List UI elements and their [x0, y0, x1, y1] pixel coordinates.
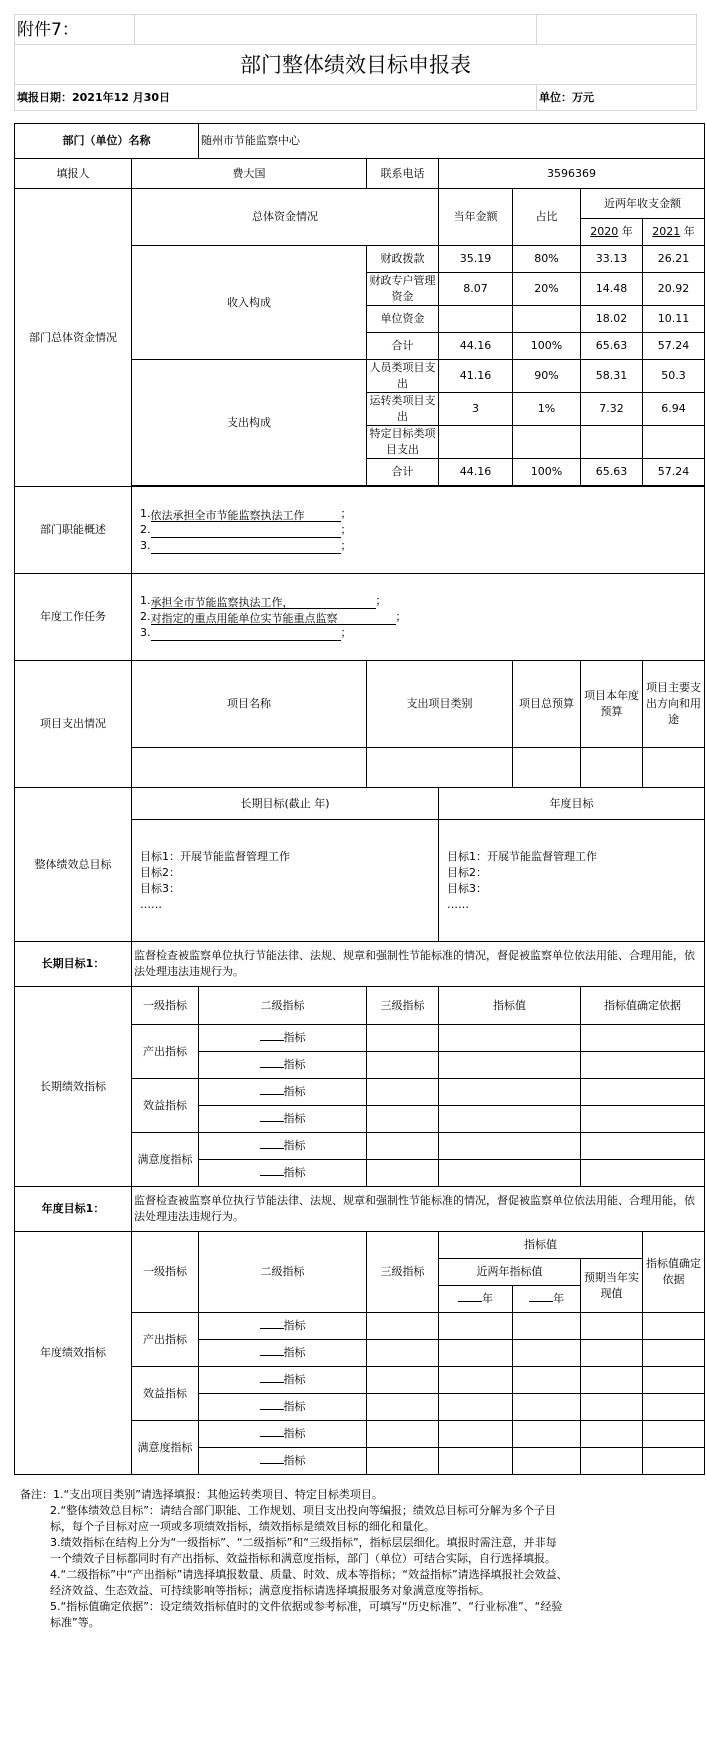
long-indicators-label: 长期绩效指标: [15, 987, 132, 1187]
expense-row-amount: [439, 426, 513, 459]
fill-date: 填报日期：2021年12 月30日: [15, 85, 537, 111]
projects-label: 项目支出情况: [15, 661, 132, 788]
ann-ind-sub: 指标: [199, 1340, 367, 1367]
long-ind-header-l3: 三级指标: [367, 987, 439, 1025]
ann-ind-year: 年: [513, 1286, 581, 1313]
income-row-amount: 8.07: [439, 273, 513, 306]
ann-ind-sub: 指标: [199, 1367, 367, 1394]
long-ind-group: 效益指标: [132, 1079, 199, 1133]
expense-label: 支出构成: [132, 360, 367, 486]
ann-ind-year: 年: [439, 1286, 513, 1313]
phone-label: 联系电话: [367, 159, 439, 189]
income-row-amount: [439, 306, 513, 333]
expense-row-y1: 58.31: [581, 360, 643, 393]
expense-total-amount: 44.16: [439, 459, 513, 486]
note-line: 5.“指标值确定依据”：设定绩效指标值时的文件依据或参考标准，可填写“历史标准”、“行业标准”、“经验: [50, 1600, 563, 1613]
income-total-y2: 57.24: [643, 333, 705, 360]
annual-goal-lines: 目标1：开展节能监督管理工作 目标2： 目标3： ……: [439, 820, 705, 942]
ann-ind-group: 满意度指标: [132, 1421, 199, 1475]
attachment-label: 附件7：: [15, 15, 135, 45]
long-ind-sub: 指标: [199, 1106, 367, 1133]
funds-header-recent: 近两年收支金额: [581, 189, 705, 219]
income-total-amount: 44.16: [439, 333, 513, 360]
expense-total-y2: 57.24: [643, 459, 705, 486]
note-line: 标准”等。: [50, 1616, 100, 1629]
income-row-y2: 10.11: [643, 306, 705, 333]
note-line: 4.“二级指标”中“产出指标”请选择填报数量、质量、时效、成本等指标；“效益指标”请选择填报社会效益、: [50, 1568, 568, 1581]
expense-row-ratio: [513, 426, 581, 459]
expense-row-name: 特定目标类项目支出: [367, 426, 439, 459]
long-ind-group: 满意度指标: [132, 1133, 199, 1187]
long-ind-sub: 指标: [199, 1160, 367, 1187]
page-title: 部门整体绩效目标申报表: [15, 45, 697, 85]
long-goal-lines: 目标1：开展节能监督管理工作 目标2： 目标3： ……: [132, 820, 439, 942]
funds-header-amount: 当年金额: [439, 189, 513, 246]
unit-label: 单位：万元: [537, 85, 697, 111]
functions-item: 1.依法承担全市节能监察执法工作 ；: [140, 507, 352, 522]
note-line: 经济效益、生态效益、可持续影响等指标；满意度指标请选择填报服务对象满意度等指标。: [50, 1584, 490, 1597]
expense-total-ratio: 100%: [513, 459, 581, 486]
expense-row-y2: 6.94: [643, 393, 705, 426]
annual-goal-header: 年度目标: [439, 788, 705, 820]
note-line: 2.“整体绩效总目标”：请结合部门职能、工作规划、项目支出投向等编报；绩效总目标可分解为多个子目: [50, 1504, 556, 1517]
funds-section-label: 部门总体资金情况: [15, 189, 132, 487]
long-goal-header: 长期目标(截止 年): [132, 788, 439, 820]
funds-header-overall: 总体资金情况: [132, 189, 439, 246]
functions-list: [132, 487, 705, 574]
income-row-y2: 26.21: [643, 246, 705, 273]
declaration-sheet: [14, 14, 702, 1631]
main-table: [14, 123, 705, 1475]
notes: [14, 1487, 697, 1631]
ann-ind-group: 产出指标: [132, 1313, 199, 1367]
long-ind-header-l2: 二级指标: [199, 987, 367, 1025]
expense-row-amount: 3: [439, 393, 513, 426]
income-row-ratio: [513, 306, 581, 333]
income-row-y1: 18.02: [581, 306, 643, 333]
filler-value: 费大国: [132, 159, 367, 189]
ann-ind-header-value: 指标值: [439, 1232, 643, 1259]
funds-header-ratio: 占比: [513, 189, 581, 246]
projects-header-direction: 项目主要支出方向和用途: [643, 661, 705, 748]
income-total-name: 合计: [367, 333, 439, 360]
expense-total-y1: 65.63: [581, 459, 643, 486]
ann-ind-header-l1: 一级指标: [132, 1232, 199, 1313]
ann-ind-header-l3: 三级指标: [367, 1232, 439, 1313]
ann-ind-sub: 指标: [199, 1421, 367, 1448]
expense-row-y1: 7.32: [581, 393, 643, 426]
annual-indicators-label: 年度绩效指标: [15, 1232, 132, 1475]
income-total-y1: 65.63: [581, 333, 643, 360]
filler-label: 填报人: [15, 159, 132, 189]
note-line: 一个绩效子目标都同时有产出指标、效益指标和满意度指标，部门（单位）可结合实际，自行选择填报。: [50, 1552, 556, 1565]
annual-goal1-text: 监督检查被监察单位执行节能法律、法规、规章和强制性节能标准的情况，督促被监察单位依法用能、合理用能，依法处理违法违规行为。: [132, 1187, 705, 1232]
long-ind-header-value: 指标值: [439, 987, 581, 1025]
long-goal1-text: 监督检查被监察单位执行节能法律、法规、规章和强制性节能标准的情况，督促被监察单位依法用能、合理用能，依法处理违法违规行为。: [132, 942, 705, 987]
note-line: 3.绩效指标在结构上分为“一级指标”、“二级指标”和“三级指标”，指标层层细化。填报时需注意，并非每: [50, 1536, 557, 1549]
dept-value: 随州市节能监察中心: [199, 124, 705, 159]
income-total-ratio: 100%: [513, 333, 581, 360]
income-row-name: 单位资金: [367, 306, 439, 333]
long-ind-header-basis: 指标值确定依据: [581, 987, 705, 1025]
overall-goals-label: 整体绩效总目标: [15, 788, 132, 942]
functions-item: 3. ；: [140, 539, 352, 552]
funds-year2: 2021 年: [643, 219, 705, 246]
expense-row-y1: [581, 426, 643, 459]
income-row-y1: 14.48: [581, 273, 643, 306]
functions-item: 2. ；: [140, 523, 352, 536]
ann-ind-group: 效益指标: [132, 1367, 199, 1421]
ann-ind-header-expected: 预期当年实现值: [581, 1259, 643, 1313]
long-ind-sub: 指标: [199, 1052, 367, 1079]
annual-goal1-label: 年度目标1：: [15, 1187, 132, 1232]
tasks-label: 年度工作任务: [15, 574, 132, 661]
projects-header-category: 支出项目类别: [367, 661, 513, 748]
long-ind-header-l1: 一级指标: [132, 987, 199, 1025]
projects-header-total: 项目总预算: [513, 661, 581, 748]
long-goal1-label: 长期目标1：: [15, 942, 132, 987]
ann-ind-sub: 指标: [199, 1448, 367, 1475]
funds-year1: 2020 年: [581, 219, 643, 246]
tasks-item: 3. ；: [140, 626, 352, 639]
income-row-name: 财政专户管理资金: [367, 273, 439, 306]
note-line: 备注：1.“支出项目类别”请选择填报：其他运转类项目、特定目标类项目。: [20, 1488, 383, 1501]
income-row-y1: 33.13: [581, 246, 643, 273]
income-label: 收入构成: [132, 246, 367, 360]
long-ind-sub: 指标: [199, 1133, 367, 1160]
dept-label: 部门（单位）名称: [15, 124, 199, 159]
ann-ind-sub: 指标: [199, 1313, 367, 1340]
header-table: [14, 14, 697, 111]
ann-ind-sub: 指标: [199, 1394, 367, 1421]
expense-total-name: 合计: [367, 459, 439, 486]
income-row-ratio: 20%: [513, 273, 581, 306]
expense-row-name: 人员类项目支出: [367, 360, 439, 393]
income-row-y2: 20.92: [643, 273, 705, 306]
expense-row-y2: 50.3: [643, 360, 705, 393]
ann-ind-header-l2: 二级指标: [199, 1232, 367, 1313]
tasks-item: 1.承担全市节能监察执法工作， ；: [140, 594, 387, 609]
expense-row-ratio: 90%: [513, 360, 581, 393]
expense-row-y2: [643, 426, 705, 459]
income-row-name: 财政拨款: [367, 246, 439, 273]
tasks-list: [132, 574, 705, 661]
projects-header-name: 项目名称: [132, 661, 367, 748]
functions-label: 部门职能概述: [15, 487, 132, 574]
income-row-ratio: 80%: [513, 246, 581, 273]
ann-ind-header-basis: 指标值确定依据: [643, 1232, 705, 1313]
long-ind-sub: 指标: [199, 1025, 367, 1052]
long-ind-sub: 指标: [199, 1079, 367, 1106]
long-ind-group: 产出指标: [132, 1025, 199, 1079]
note-line: 标，每个子目标对应一项或多项绩效指标，绩效指标是绩效目标的细化和量化。: [50, 1520, 435, 1533]
expense-row-name: 运转类项目支出: [367, 393, 439, 426]
expense-row-ratio: 1%: [513, 393, 581, 426]
phone-value: 3596369: [439, 159, 705, 189]
expense-row-amount: 41.16: [439, 360, 513, 393]
ann-ind-header-recent: 近两年指标值: [439, 1259, 581, 1286]
projects-header-annual: 项目本年度预算: [581, 661, 643, 748]
income-row-amount: 35.19: [439, 246, 513, 273]
tasks-item: 2.对指定的重点用能单位实节能重点监察 ；: [140, 610, 407, 625]
